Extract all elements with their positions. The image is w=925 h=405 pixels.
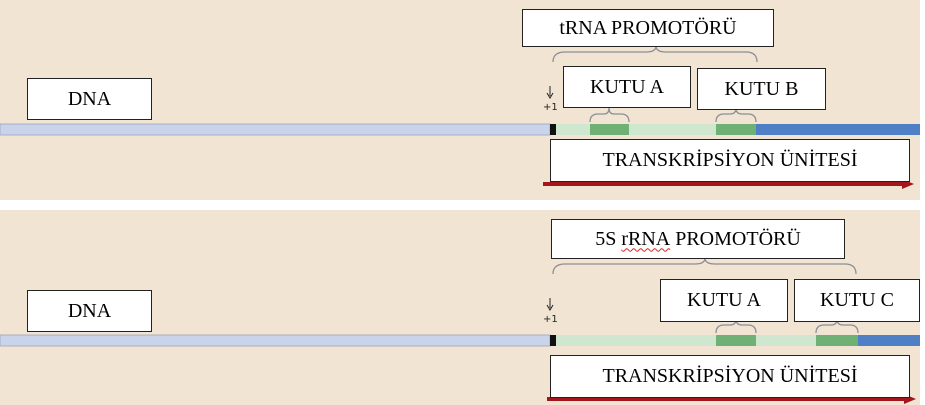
bottom-promoter-suffix: PROMOTÖRÜ	[670, 227, 801, 250]
bottom-promoter-label	[551, 219, 845, 259]
bottom-start-mark	[550, 335, 556, 346]
bottom-box-c-element	[816, 335, 858, 346]
bottom-downstream-dna	[858, 335, 920, 346]
top-promoter-brace	[553, 46, 757, 62]
bottom-box-a-label: KUTU A	[660, 279, 788, 322]
top-dna-label: DNA	[27, 78, 152, 120]
top-start-arrow	[547, 86, 553, 98]
bottom-upstream-dna	[0, 335, 550, 346]
bottom-transcription-unit-label: TRANSKRİPSİYON ÜNİTESİ	[550, 355, 910, 398]
bottom-promoter-rrna: rRNA	[621, 227, 671, 250]
top-start-mark	[550, 124, 556, 135]
bottom-promoter-prefix: 5S	[595, 227, 622, 250]
top-start-marker: +1	[543, 102, 558, 113]
top-box-b-element	[716, 124, 756, 135]
bottom-start-arrow	[547, 298, 553, 310]
top-box-a-brace	[590, 108, 629, 122]
top-box-a-label: KUTU A	[563, 66, 691, 108]
bottom-promoter-region	[556, 335, 858, 346]
bottom-box-a-element	[716, 335, 756, 346]
bottom-start-marker: +1	[543, 314, 558, 325]
top-promoter-label: tRNA PROMOTÖRÜ	[522, 9, 774, 47]
top-box-b-brace	[716, 108, 756, 122]
top-downstream-dna	[756, 124, 920, 135]
bottom-box-c-label: KUTU C	[794, 279, 920, 322]
bottom-promoter-brace	[553, 258, 856, 274]
bottom-dna-label: DNA	[27, 290, 152, 332]
top-transcription-unit-label: TRANSKRİPSİYON ÜNİTESİ	[550, 139, 910, 182]
top-box-a-element	[590, 124, 629, 135]
top-upstream-dna	[0, 124, 550, 135]
top-box-b-label: KUTU B	[697, 68, 826, 110]
